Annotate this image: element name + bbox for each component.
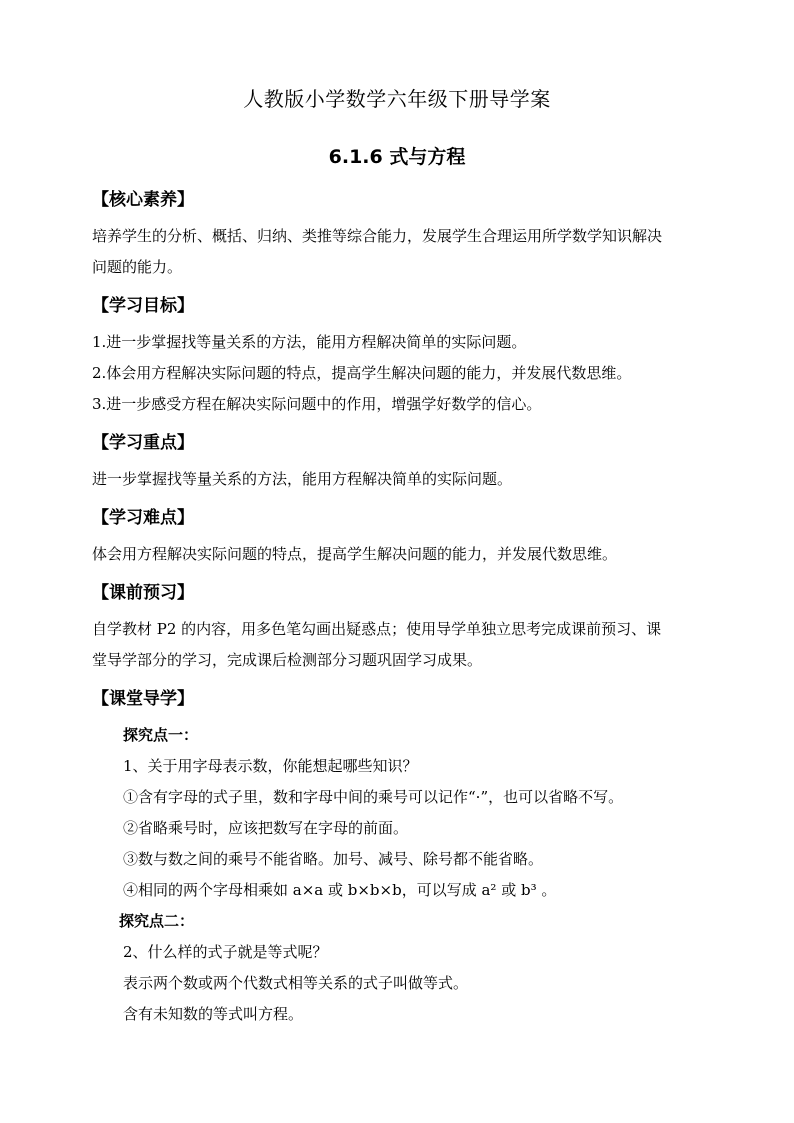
list-item: 1、关于用字母表示数，你能想起哪些知识？ <box>123 757 418 775</box>
section-heading-preview: 【课前预习】 <box>92 583 194 603</box>
section-heading-learning-goals: 【学习目标】 <box>92 296 194 316</box>
list-item: ③数与数之间的乘号不能省略。加号、减号、除号都不能省略。 <box>123 850 544 868</box>
list-item: 3.进一步感受方程在解决实际问题中的作用，增强学好数学的信心。 <box>92 395 542 413</box>
section-heading-key-points: 【学习重点】 <box>92 433 194 453</box>
paragraph-line: 培养学生的分析、概括、归纳、类推等综合能力，发展学生合理运用所学数学知识解决 <box>92 227 663 245</box>
paragraph-line: 自学教材 P2 的内容，用多色笔勾画出疑惑点；使用导学单独立思考完成课前预习、课 <box>92 620 662 638</box>
list-item: 含有未知数的等式叫方程。 <box>123 1005 304 1023</box>
list-item: ②省略乘号时，应该把数写在字母的前面。 <box>123 819 409 837</box>
paragraph-line: 堂导学部分的学习，完成课后检测部分习题巩固学习成果。 <box>92 651 483 669</box>
document-subtitle: 6.1.6 式与方程 <box>328 146 466 168</box>
explore-point-label: 探究点二： <box>119 912 195 930</box>
list-item: 1.进一步掌握找等量关系的方法，能用方程解决简单的实际问题。 <box>92 333 527 351</box>
section-heading-difficulties: 【学习难点】 <box>92 508 194 528</box>
classroom-content <box>92 720 707 1030</box>
document-body <box>92 186 707 1030</box>
section-heading-classroom: 【课堂导学】 <box>92 689 194 709</box>
document-title: 人教版小学数学六年级下册导学案 <box>243 87 551 111</box>
paragraph-line: 问题的能力。 <box>92 258 183 276</box>
list-item: 2、什么样的式子就是等式呢？ <box>123 943 328 961</box>
paragraph-line: 进一步掌握找等量关系的方法，能用方程解决简单的实际问题。 <box>92 470 513 488</box>
list-item: 表示两个数或两个代数式相等关系的式子叫做等式。 <box>123 974 469 992</box>
section-heading-core-literacy: 【核心素养】 <box>92 190 194 210</box>
list-item: 2.体会用方程解决实际问题的特点，提高学生解决问题的能力，并发展代数思维。 <box>92 364 632 382</box>
paragraph-line: 体会用方程解决实际问题的特点，提高学生解决问题的能力，并发展代数思维。 <box>92 545 618 563</box>
explore-point-label: 探究点一： <box>123 726 199 744</box>
list-item: ④相同的两个字母相乘如 a×a 或 b×b×b，可以写成 a² 或 b³ 。 <box>123 881 557 899</box>
list-item: ①含有字母的式子里，数和字母中间的乘号可以记作“·”，也可以省略不写。 <box>123 788 624 806</box>
